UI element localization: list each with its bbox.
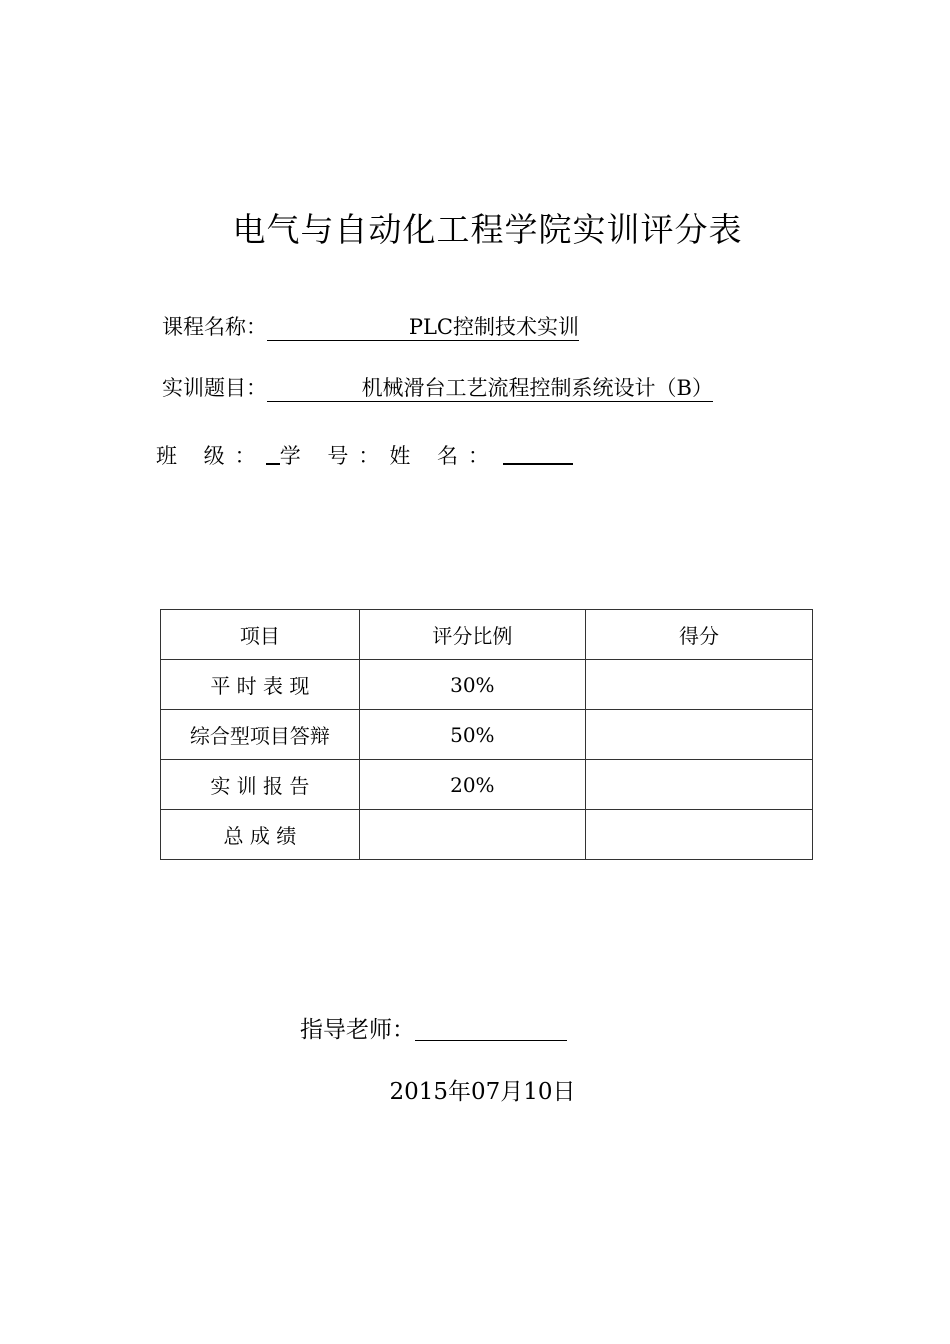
teacher-signature-blank [415,1016,567,1041]
table-row-total [161,810,813,860]
row-ratio: 30% [359,660,585,710]
student-name-blank [503,443,573,465]
course-value: PLC控制技术实训 [267,314,579,341]
topic-label: 实训题目： [162,376,267,400]
page-title: 电气与自动化工程学院实训评分表 [232,210,743,249]
score-table [160,609,813,860]
row-score [585,660,812,710]
student-info-line [156,440,573,470]
row-item: 平 时 表 现 [161,660,360,710]
row-score [585,760,812,810]
row-ratio: 50% [359,710,585,760]
teacher-label: 指导老师： [300,1017,415,1043]
table-header-row [161,610,813,660]
class-label: 班 级： [156,444,266,468]
student-name-label: 姓 名： [389,444,500,468]
class-blank [266,443,280,465]
header-item: 项目 [161,610,360,660]
topic-field [162,372,713,402]
topic-value: 机械滑台工艺流程控制系统设计（B） [267,375,713,402]
row-ratio [359,810,585,860]
course-label: 课程名称： [162,315,267,339]
header-ratio: 评分比例 [359,610,585,660]
row-score [585,710,812,760]
row-item: 总 成 绩 [161,810,360,860]
table-row [161,710,813,760]
table-row [161,760,813,810]
student-id-label: 学 号： [279,444,390,468]
row-ratio: 20% [359,760,585,810]
header-score: 得分 [585,610,812,660]
course-field [162,311,579,341]
teacher-field [300,1011,567,1044]
table-row [161,660,813,710]
date: 2015年07月10日 [389,1079,576,1105]
row-score [585,810,812,860]
row-item: 实 训 报 告 [161,760,360,810]
row-item: 综合型项目答辩 [161,710,360,760]
